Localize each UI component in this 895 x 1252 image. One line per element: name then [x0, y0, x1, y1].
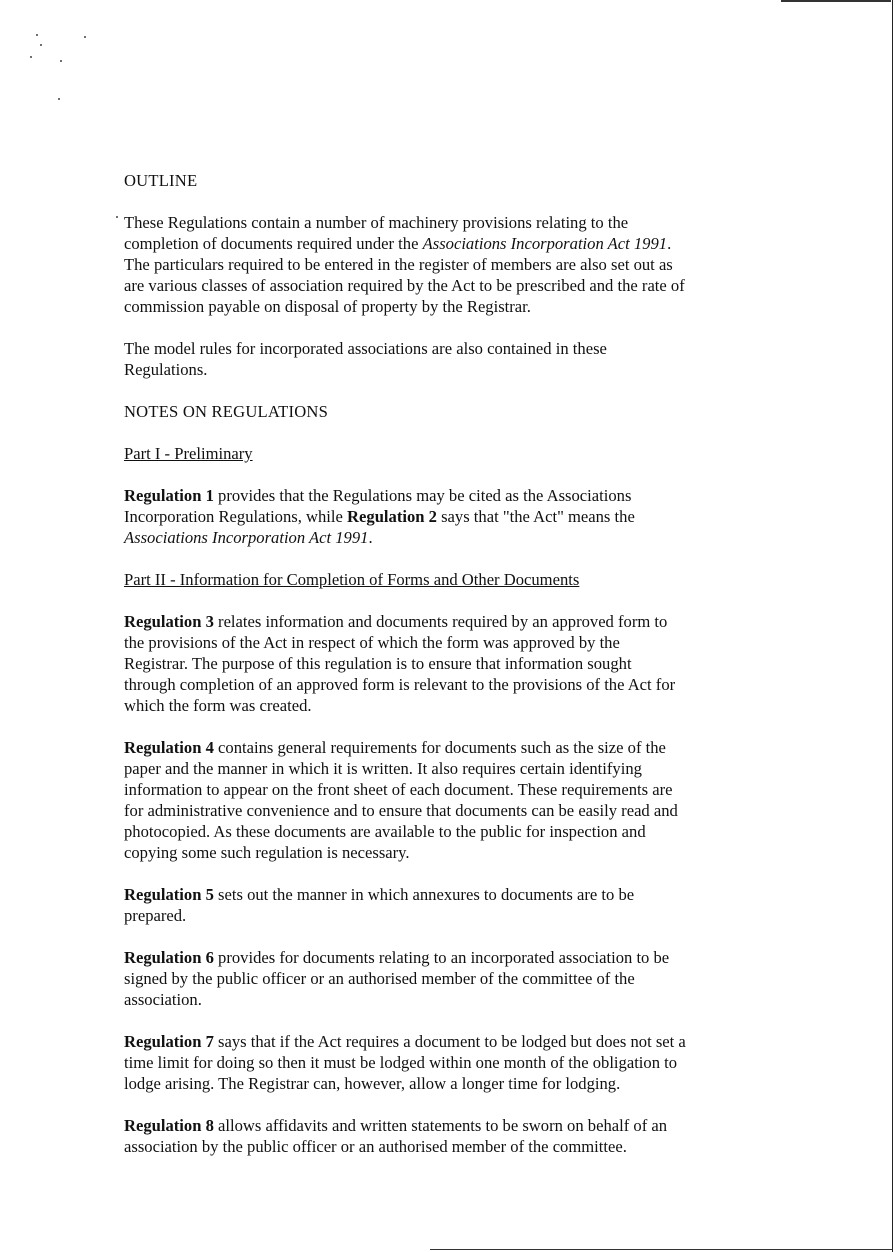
text-segment: These Regulations contain a number of machinery provisions relating to the [124, 213, 629, 232]
text-segment: Regulations. [124, 360, 208, 379]
part-2-heading: Part II - Information for Completion of Forms and Other Documents [124, 570, 580, 589]
text-line [124, 359, 844, 380]
text-segment: provides for documents relating to an incorporated association to be [213, 948, 670, 967]
text-line [124, 506, 844, 527]
regulation-7-paragraph [124, 1031, 844, 1094]
regulation-number: Regulation 8 [124, 1116, 214, 1135]
act-title: Associations Incorporation Act 1991 [124, 528, 369, 547]
text-segment: Incorporation Regulations, while [124, 507, 348, 526]
text-line [124, 737, 844, 758]
text-line [124, 674, 844, 695]
text-line [124, 212, 844, 233]
scan-speck [84, 36, 86, 38]
regulation-number: Regulation 7 [124, 1032, 214, 1051]
text-segment: through completion of an approved form is relevant to the provisions of the Act for [124, 675, 676, 694]
scan-speck [60, 60, 62, 62]
regulation-number: Regulation 3 [124, 612, 214, 631]
text-segment: copying some such regulation is necessary. [124, 843, 410, 862]
text-segment: The particulars required to be entered in the register of members are also set out as [124, 255, 673, 274]
notes-heading: NOTES ON REGULATIONS [124, 402, 329, 421]
text-segment: sets out the manner in which annexures to documents are to be [213, 885, 635, 904]
text-line [124, 989, 844, 1010]
text-line [124, 653, 844, 674]
text-segment: . [368, 528, 373, 547]
text-segment: allows affidavits and written statements to be sworn on behalf of an [213, 1116, 668, 1135]
part-1-heading: Part I - Preliminary [124, 444, 253, 463]
text-segment: the provisions of the Act in respect of which the form was approved by the [124, 633, 620, 652]
text-line [124, 695, 844, 716]
text-line [124, 947, 844, 968]
text-segment: lodge arising. The Registrar can, however, allow a longer time for lodging. [124, 1074, 621, 1093]
text-line [124, 1136, 844, 1157]
text-segment: signed by the public officer or an authorised member of the committee of the [124, 969, 635, 988]
scan-edge-right [892, 0, 893, 1252]
text-line [124, 905, 844, 926]
outline-paragraph [124, 212, 844, 317]
regulation-8-paragraph [124, 1115, 844, 1157]
text-line [124, 1073, 844, 1094]
regulation-4-paragraph [124, 737, 844, 863]
text-line [124, 758, 844, 779]
text-line [124, 800, 844, 821]
scan-speck [30, 56, 32, 58]
regulation-3-paragraph [124, 611, 844, 716]
text-segment: says that "the Act" means the [436, 507, 635, 526]
text-segment: says that if the Act requires a document to be lodged but does not set a [213, 1032, 686, 1051]
text-segment: photocopied. As these documents are available to the public for inspection and [124, 822, 646, 841]
text-line [124, 611, 844, 632]
regulation-number: Regulation 4 [124, 738, 214, 757]
text-segment: prepared. [124, 906, 187, 925]
regulation-number: Regulation 2 [347, 507, 437, 526]
text-line [124, 884, 844, 905]
text-line [124, 254, 844, 275]
text-line [124, 1031, 844, 1052]
text-line [124, 485, 844, 506]
text-segment: association by the public officer or an authorised member of the committee. [124, 1137, 627, 1156]
text-line [124, 968, 844, 989]
text-line [124, 1052, 844, 1073]
scan-speck [40, 44, 42, 46]
text-line [124, 842, 844, 863]
text-line [124, 338, 844, 359]
text-line [124, 821, 844, 842]
scan-edge-top [781, 0, 891, 2]
text-line [124, 779, 844, 800]
text-segment: which the form was created. [124, 696, 312, 715]
regulation-number: Regulation 6 [124, 948, 214, 967]
regulation-6-paragraph [124, 947, 844, 1010]
text-segment: The model rules for incorporated associations are also contained in these [124, 339, 607, 358]
text-line [124, 296, 844, 317]
text-line [124, 527, 844, 548]
scan-speck [58, 98, 60, 100]
document-body [124, 170, 844, 1178]
regulation-number: Regulation 5 [124, 885, 214, 904]
text-segment: . [667, 234, 672, 253]
text-segment: completion of documents required under the [124, 234, 423, 253]
text-segment: commission payable on disposal of property by the Registrar. [124, 297, 531, 316]
outline-heading: OUTLINE [124, 171, 198, 190]
scan-speck [36, 34, 38, 36]
text-segment: time limit for doing so then it must be lodged within one month of the obligation to [124, 1053, 678, 1072]
text-segment: relates information and documents required by an approved form to [213, 612, 668, 631]
text-line [124, 275, 844, 296]
text-segment: provides that the Regulations may be cited as the Associations [213, 486, 632, 505]
scan-edge-bottom [430, 1249, 892, 1250]
text-line [124, 632, 844, 653]
regulation-1-2-paragraph [124, 485, 844, 548]
text-line [124, 1115, 844, 1136]
text-segment: are various classes of association required by the Act to be prescribed and the rate of [124, 276, 685, 295]
outline-paragraph-model-rules [124, 338, 844, 380]
regulation-5-paragraph [124, 884, 844, 926]
text-segment: information to appear on the front sheet of each document. These requirements are [124, 780, 673, 799]
text-segment: association. [124, 990, 202, 1009]
text-segment: Registrar. The purpose of this regulation is to ensure that information sought [124, 654, 632, 673]
text-line [124, 233, 844, 254]
text-segment: for administrative convenience and to ensure that documents can be easily read and [124, 801, 678, 820]
scan-speck [116, 216, 118, 218]
act-title: Associations Incorporation Act 1991 [422, 234, 668, 253]
text-segment: paper and the manner in which it is written. It also requires certain identifying [124, 759, 642, 778]
text-segment: contains general requirements for documents such as the size of the [213, 738, 666, 757]
regulation-number: Regulation 1 [124, 486, 214, 505]
